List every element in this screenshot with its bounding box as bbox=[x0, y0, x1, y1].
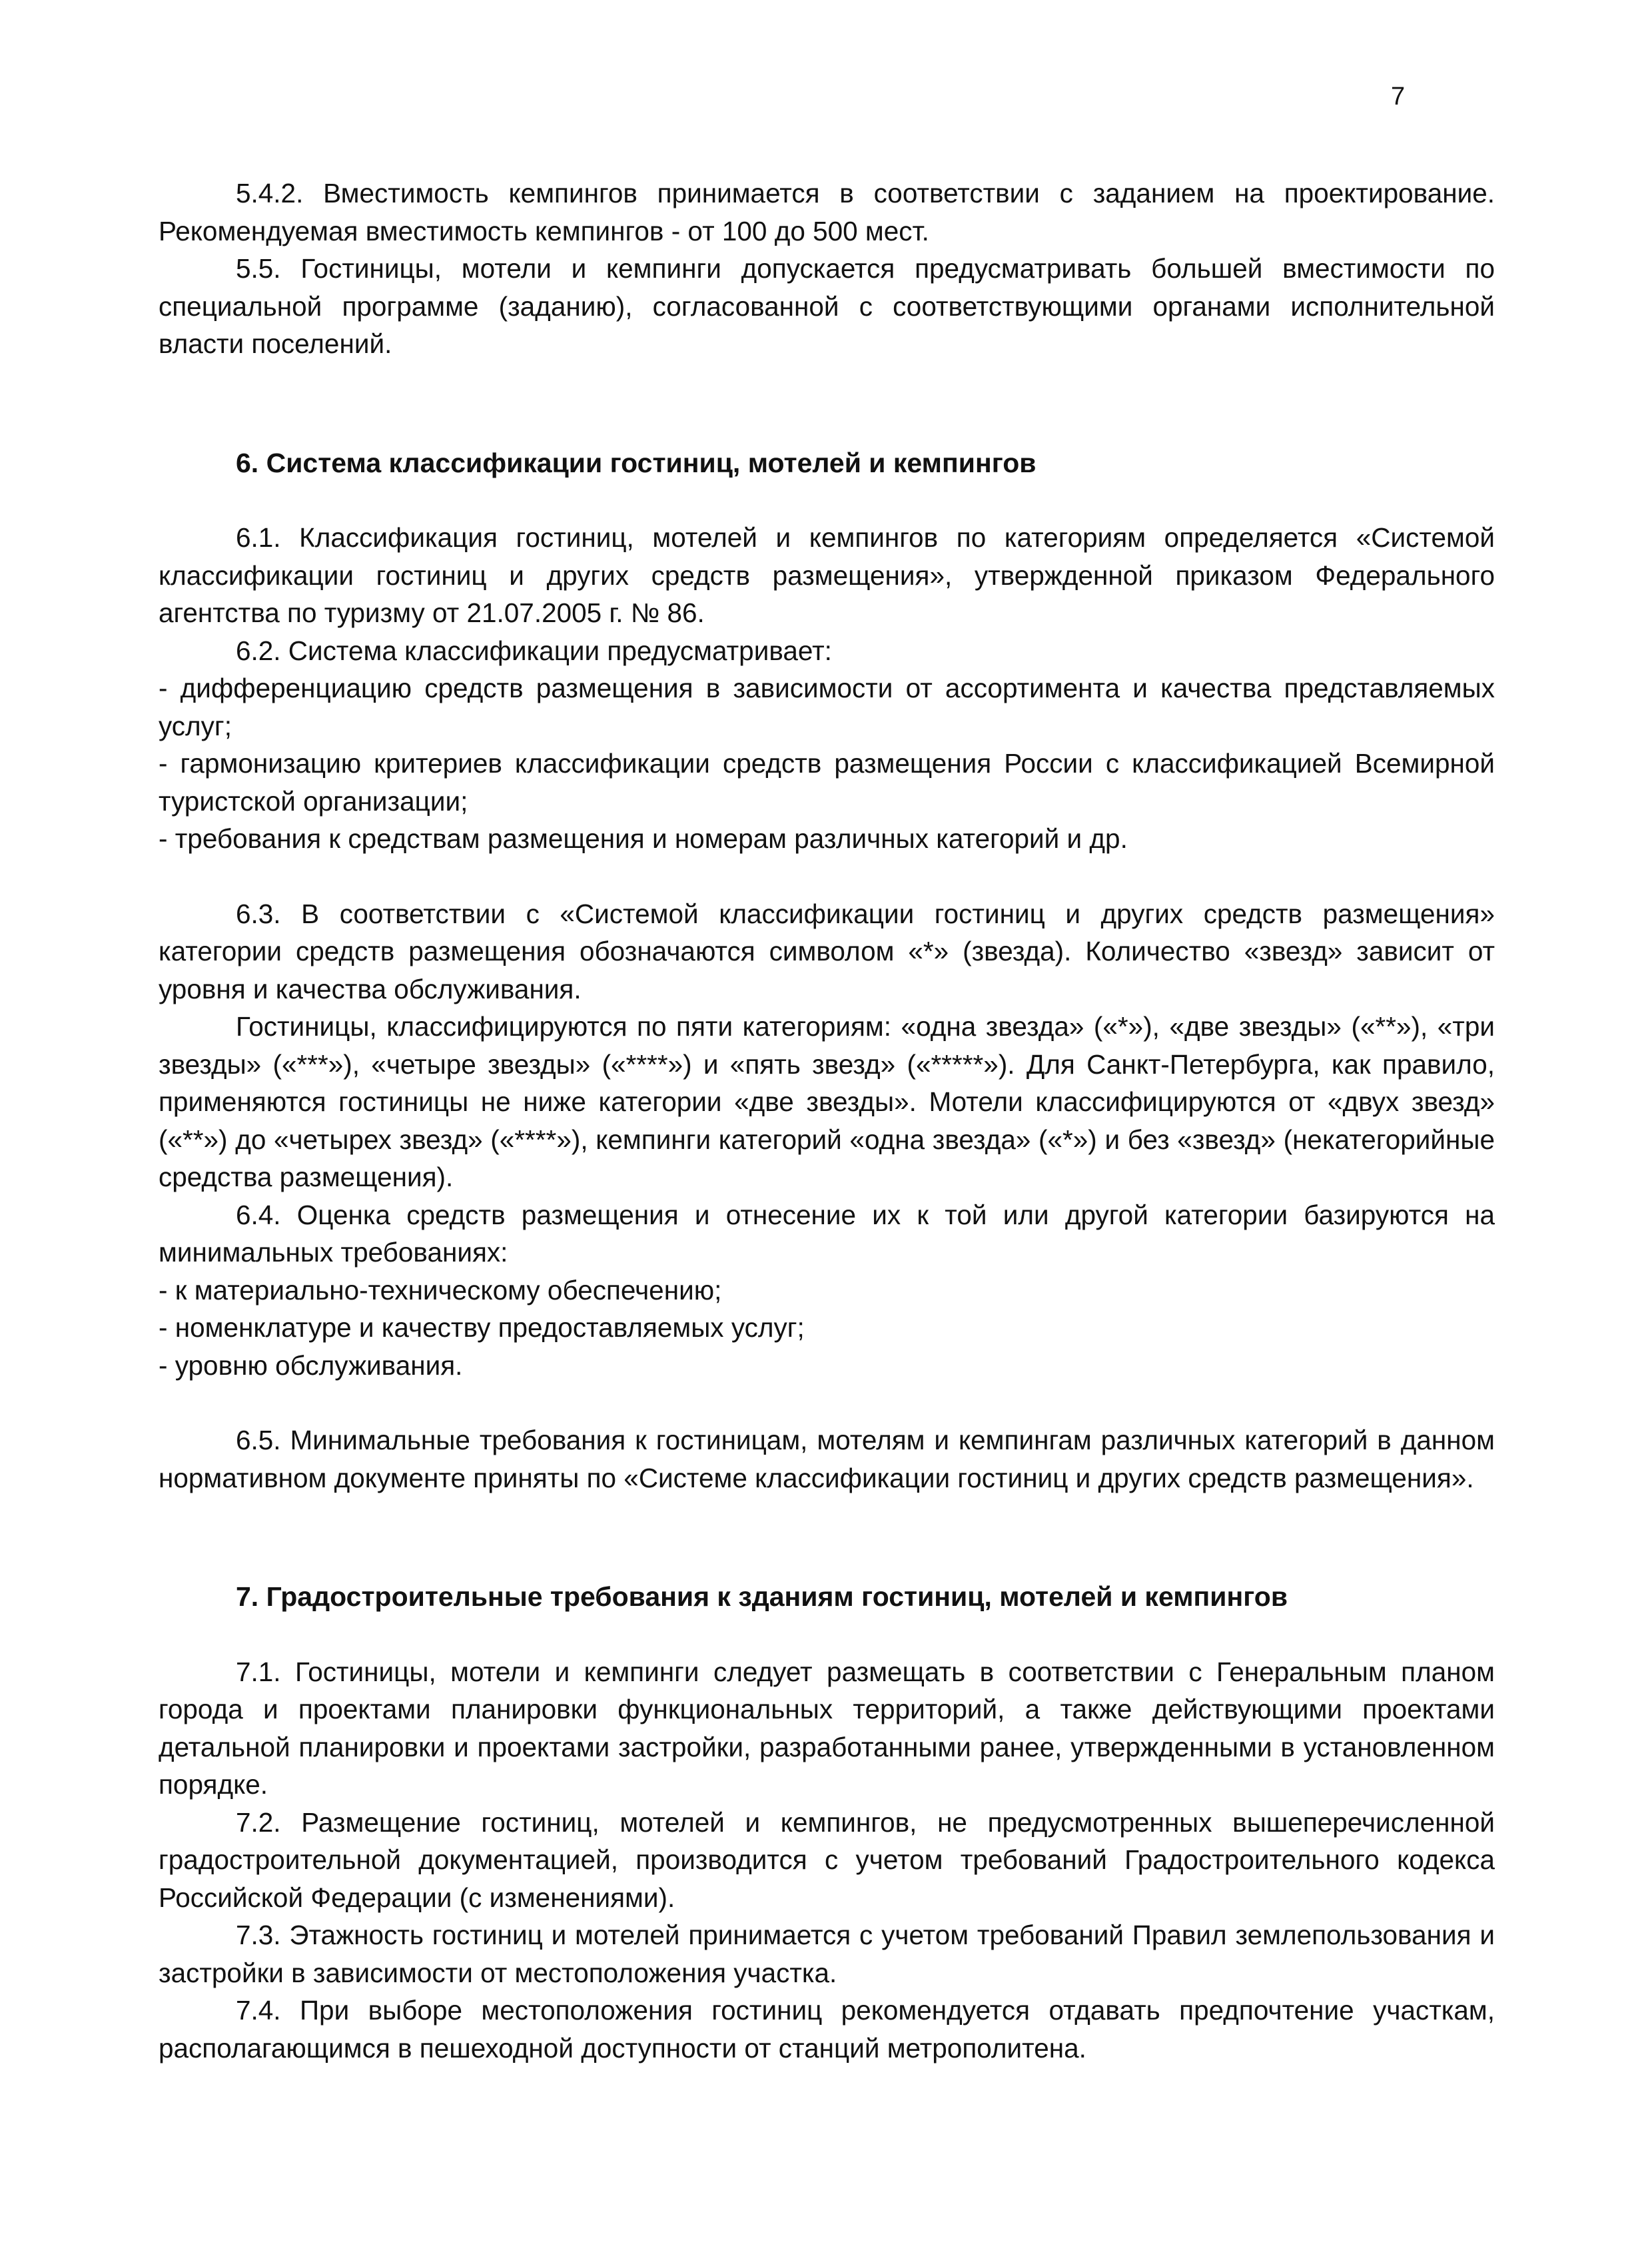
paragraph-7-1: 7.1. Гостиницы, мотели и кемпинги следует размещать в соответствии с Генеральным планом города и проектами планировки функциональных территорий, а также действующими проектами детальной планировки и проектами застройки, разработанными ранее, утвержденными в установленном порядке. bbox=[159, 1656, 1495, 1800]
list-item-6-2-2: - гармонизацию критериев классификации средств размещения России с классификацией Всемирной туристской организации; bbox=[159, 748, 1495, 817]
section-6-heading: 6. Система классификации гостиниц, мотелей и кемпингов bbox=[236, 447, 1036, 478]
paragraph-6-1: 6.1. Классификация гостиниц, мотелей и кемпингов по категориям определяется «Системой классификации гостиниц и других средств размещения», утвержденной приказом Федерального агентства по туризму от 21.07.2005 г. № 86. bbox=[159, 522, 1495, 628]
paragraph-5-4-2: 5.4.2. Вместимость кемпингов принимается в соответствии с заданием на проектирование. Рекомендуемая вместимость кемпингов - от 100 до 500 мест. bbox=[159, 178, 1495, 246]
paragraph-7-3: 7.3. Этажность гостиниц и мотелей принимается с учетом требований Правил землепользования и застройки в зависимости от местоположения участка. bbox=[159, 1920, 1495, 1988]
list-item-6-2-1: - дифференциацию средств размещения в зависимости от ассортимента и качества представляемых услуг; bbox=[159, 673, 1495, 741]
paragraph-6-4: 6.4. Оценка средств размещения и отнесение их к той или другой категории базируются на минимальных требованиях: bbox=[159, 1199, 1495, 1268]
section-7-heading: 7. Градостроительные требования к зданиям гостиниц, мотелей и кемпингов bbox=[236, 1581, 1288, 1612]
list-item-6-4-1: - к материально-техническому обеспечению; bbox=[159, 1274, 722, 1306]
list-item-6-4-2: - номенклатуре и качеству предоставляемых услуг; bbox=[159, 1312, 805, 1343]
paragraph-6-5: 6.5. Минимальные требования к гостиницам, мотелям и кемпингам различных категорий в данном нормативном документе приняты по «Системе классификации гостиниц и других средств размещения». bbox=[159, 1425, 1495, 1493]
paragraph-7-2: 7.2. Размещение гостиниц, мотелей и кемпингов, не предусмотренных вышеперечисленной градостроительной документацией, производится с учетом требований Градостроительного кодекса Российской Федерации (с изменениями). bbox=[159, 1806, 1495, 1913]
list-item-6-4-3: - уровню обслуживания. bbox=[159, 1349, 463, 1381]
document-body bbox=[159, 175, 1495, 2067]
paragraph-5-5: 5.5. Гостиницы, мотели и кемпинги допускается предусматривать большей вместимости по специальной программе (заданию), согласованной с соответствующими органами исполнительной власти поселений. bbox=[159, 253, 1495, 359]
page-number: 7 bbox=[1391, 83, 1406, 111]
paragraph-6-3: 6.3. В соответствии с «Системой классификации гостиниц и других средств размещения» категории средств размещения обозначаются символом «*» (звезда). Количество «звезд» зависит от уровня и качества обслуживания. bbox=[159, 898, 1495, 1004]
list-item-6-2-3: - требования к средствам размещения и номерам различных категорий и др. bbox=[159, 823, 1128, 854]
paragraph-6-3-categories: Гостиницы, классифицируются по пяти категориям: «одна звезда» («*»), «две звезды» («**»), «три звезды» («***»), «четыре звезды» («****») и «пять звезд» («*****»). Для Санкт-Петербурга, как правило, применяются гостиницы не ниже категории «две звезды». Мотели классифицируются от «двух звезд» («**») до «четырех звезд» («****»), кемпинги категорий «одна звезда» («*») и без «звезд» (некатегорийные средства размещения). bbox=[159, 1011, 1495, 1192]
paragraph-7-4: 7.4. При выборе местоположения гостиниц рекомендуется отдавать предпочтение участкам, располагающимся в пешеходной доступности от станций метрополитена. bbox=[159, 1995, 1495, 2063]
paragraph-6-2: 6.2. Система классификации предусматривает: bbox=[236, 635, 832, 666]
